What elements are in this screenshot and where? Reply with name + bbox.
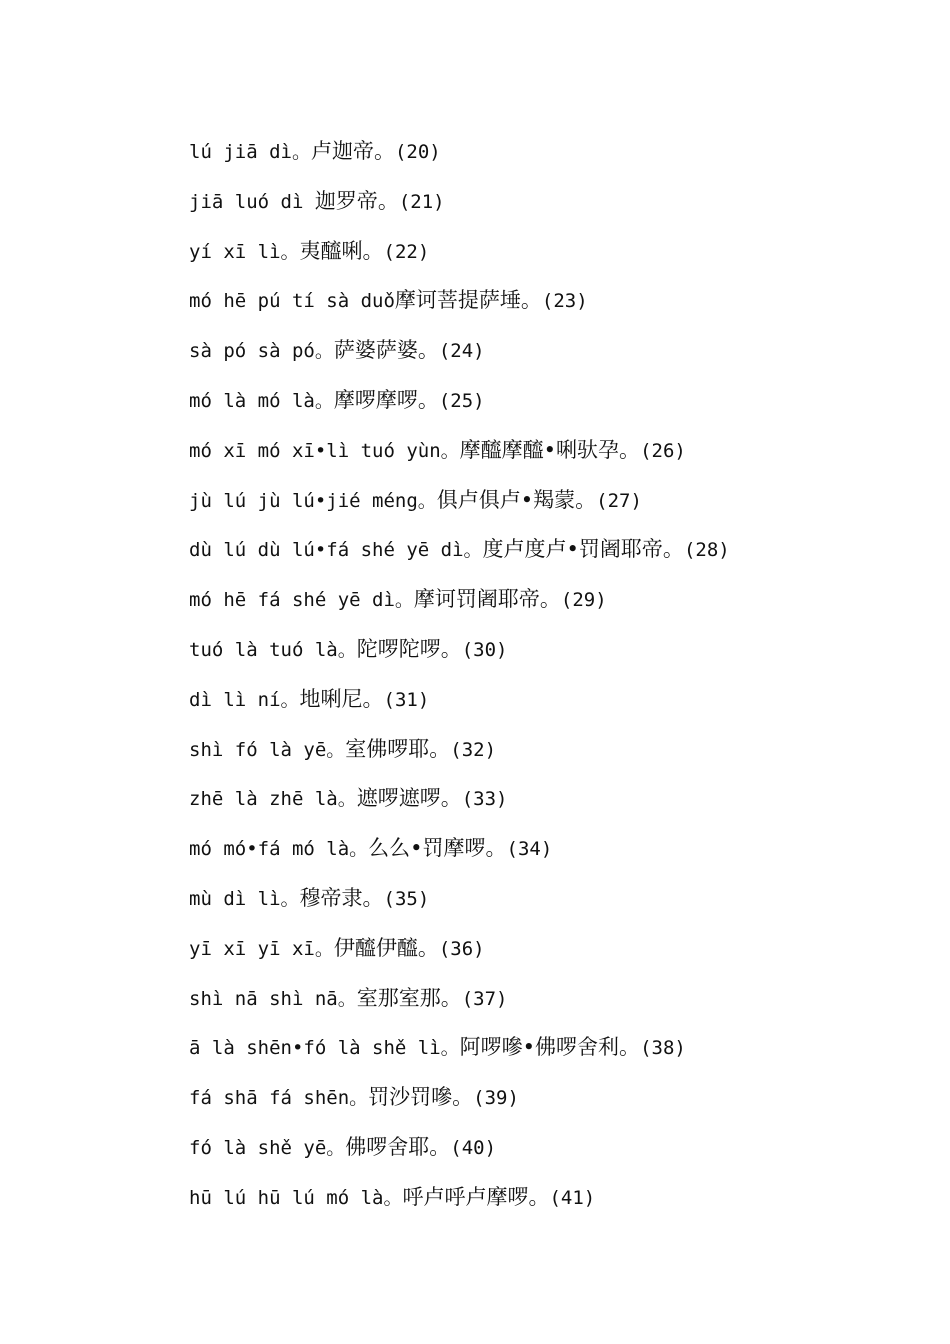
mantra-line	[189, 383, 730, 433]
mantra-line	[189, 234, 730, 284]
hanzi-text: 摩诃菩提萨埵。	[394, 288, 542, 313]
pinyin-text: shì nā shì nā。	[189, 987, 357, 1010]
mantra-line	[189, 433, 730, 483]
line-number: (29)	[560, 589, 607, 612]
hanzi-text: 迦罗帝。	[314, 188, 399, 213]
line-number: (23)	[541, 290, 588, 313]
mantra-line	[189, 333, 730, 383]
pinyin-text: shì fó là yē。	[189, 738, 346, 761]
line-number: (41)	[549, 1186, 596, 1209]
mantra-line	[189, 981, 730, 1031]
line-number: (38)	[640, 1037, 686, 1060]
hanzi-text: 阿啰嘇•佛啰舍利。	[459, 1035, 641, 1060]
hanzi-text: 室那室那。	[356, 985, 462, 1010]
pinyin-text: jiā luó dì	[189, 190, 315, 213]
hanzi-text: 萨婆萨婆。	[333, 338, 439, 363]
mantra-line	[189, 1130, 730, 1180]
hanzi-text: 么么•罚摩啰。	[368, 836, 507, 861]
pinyin-text: hū lú hū lú mó là。	[189, 1186, 403, 1209]
line-number: (27)	[596, 489, 642, 512]
pinyin-text: yī xī yī xī。	[189, 937, 334, 960]
hanzi-text: 呼卢呼卢摩啰。	[402, 1184, 550, 1209]
mantra-line	[189, 831, 730, 881]
pinyin-text: yí xī lì。	[189, 240, 300, 263]
line-number: (36)	[438, 937, 485, 960]
hanzi-text: 度卢度卢•罚阇耶帝。	[482, 537, 684, 562]
hanzi-text: 摩啰摩啰。	[333, 387, 439, 412]
pinyin-text: fá shā fá shēn。	[189, 1087, 369, 1110]
mantra-line	[189, 632, 730, 682]
mantra-line	[189, 532, 730, 582]
hanzi-text: 佛啰舍耶。	[345, 1134, 451, 1159]
mantra-line	[189, 881, 730, 931]
line-number: (40)	[450, 1136, 497, 1159]
line-number: (25)	[438, 389, 485, 412]
mantra-line	[189, 1180, 730, 1230]
pinyin-text: mù dì lì。	[189, 887, 300, 910]
pinyin-text: mó mó•fá mó là。	[189, 838, 369, 861]
pinyin-text: fó là shě yē。	[189, 1136, 346, 1159]
hanzi-text: 罚沙罚嘇。	[368, 1085, 474, 1110]
mantra-line	[189, 283, 730, 333]
hanzi-text: 室佛啰耶。	[345, 736, 451, 761]
mantra-line	[189, 682, 730, 732]
line-number: (22)	[383, 240, 430, 263]
hanzi-text: 伊醯伊醯。	[333, 935, 439, 960]
pinyin-text: dì lì ní。	[189, 688, 300, 711]
line-number: (21)	[398, 190, 445, 213]
line-number: (30)	[461, 638, 508, 661]
hanzi-text: 地唎尼。	[299, 686, 384, 711]
hanzi-text: 摩诃罚阇耶帝。	[413, 587, 561, 612]
pinyin-text: mó hē fá shé yē dì。	[189, 589, 414, 612]
pinyin-text: mó là mó là。	[189, 389, 334, 412]
pinyin-text: zhē là zhē là。	[189, 788, 357, 811]
pinyin-text: mó hē pú tí sà duǒ	[189, 290, 395, 313]
line-number: (34)	[506, 838, 553, 861]
mantra-line	[189, 582, 730, 632]
line-number: (39)	[473, 1087, 519, 1110]
mantra-line	[189, 732, 730, 782]
line-number: (24)	[438, 340, 485, 363]
hanzi-text: 遮啰遮啰。	[356, 786, 462, 811]
mantra-line	[189, 1030, 730, 1080]
pinyin-text: lú jiā dì。	[189, 141, 311, 163]
pinyin-text: tuó là tuó là。	[189, 638, 357, 661]
pinyin-text: jù lú jù lú•jié méng。	[189, 489, 437, 512]
mantra-line	[189, 781, 730, 831]
mantra-line	[189, 134, 730, 184]
line-number: (20)	[394, 141, 441, 163]
mantra-line	[189, 931, 730, 981]
line-number: (37)	[461, 987, 508, 1010]
pinyin-text: mó xī mó xī•lì tuó yùn。	[189, 439, 460, 462]
hanzi-text: 俱卢俱卢•羯蒙。	[436, 487, 597, 512]
line-number: (28)	[683, 539, 730, 562]
hanzi-text: 穆帝隶。	[299, 885, 384, 910]
mantra-line	[189, 184, 730, 234]
line-number: (32)	[450, 738, 497, 761]
line-number: (26)	[640, 439, 686, 462]
mantra-line	[189, 483, 730, 533]
pinyin-text: ā là shēn•fó là shě lì。	[189, 1037, 460, 1060]
line-number: (31)	[383, 688, 430, 711]
line-number: (35)	[383, 887, 430, 910]
hanzi-text: 陀啰陀啰。	[356, 636, 462, 661]
hanzi-text: 摩醯摩醯•唎驮孕。	[459, 437, 641, 462]
line-number: (33)	[461, 788, 508, 811]
hanzi-text: 夷醯唎。	[299, 238, 384, 263]
pinyin-text: dù lú dù lú•fá shé yē dì。	[189, 539, 483, 562]
hanzi-text: 卢迦帝。	[310, 139, 395, 163]
mantra-line	[189, 1080, 730, 1130]
mantra-lines	[189, 134, 730, 1230]
pinyin-text: sà pó sà pó。	[189, 340, 334, 363]
